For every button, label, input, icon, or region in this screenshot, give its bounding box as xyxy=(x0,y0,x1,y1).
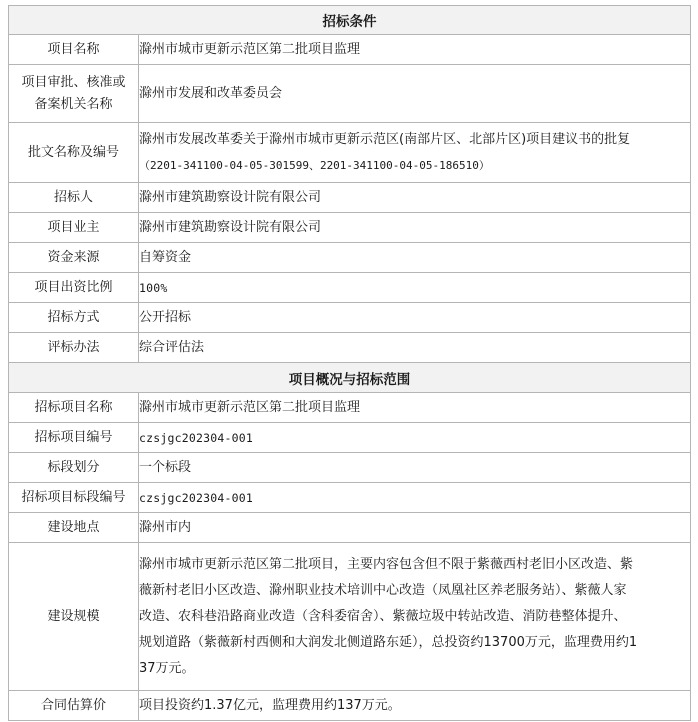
tender-project-code-label: 招标项目编号 xyxy=(9,423,139,453)
section-title-conditions: 招标条件 xyxy=(9,6,691,35)
table-row xyxy=(9,65,691,123)
lot-code-value: czsjgc202304-001 xyxy=(139,483,691,513)
evaluation-label: 评标办法 xyxy=(9,333,139,363)
table-row xyxy=(9,333,691,363)
owner-label: 项目业主 xyxy=(9,213,139,243)
table-row xyxy=(9,273,691,303)
table-row xyxy=(9,691,691,721)
approval-authority-label-line1: 项目审批、核准或 xyxy=(21,74,126,90)
project-name-label: 项目名称 xyxy=(9,35,139,65)
table-row xyxy=(9,213,691,243)
lot-code-label: 招标项目标段编号 xyxy=(9,483,139,513)
location-label: 建设地点 xyxy=(9,513,139,543)
table-row xyxy=(9,543,691,691)
tenderer-label: 招标人 xyxy=(9,183,139,213)
scale-value-line4: 规划道路（紫薇新村西侧和大润发北侧道路东延），总投资约13700万元，监理费用约1 xyxy=(139,634,638,650)
tenderer-value: 滁州市建筑勘察设计院有限公司 xyxy=(139,183,691,213)
lot-division-value: 一个标段 xyxy=(139,453,691,483)
scale-value xyxy=(139,543,691,691)
tender-method-label: 招标方式 xyxy=(9,303,139,333)
table-row xyxy=(9,123,691,183)
scale-value-line5: 37万元。 xyxy=(139,660,195,676)
contract-estimate-value: 项目投资约1.37亿元，监理费用约137万元。 xyxy=(139,691,691,721)
table-row xyxy=(9,243,691,273)
section-title-overview: 项目概况与招标范围 xyxy=(9,363,691,393)
investment-ratio-value: 100% xyxy=(139,273,691,303)
table-row xyxy=(9,513,691,543)
tender-info-table xyxy=(8,5,691,721)
lot-division-label: 标段划分 xyxy=(9,453,139,483)
approval-doc-value xyxy=(139,123,691,183)
fund-source-label: 资金来源 xyxy=(9,243,139,273)
tender-project-name-value: 滁州市城市更新示范区第二批项目监理 xyxy=(139,393,691,423)
scale-value-line1: 滁州市城市更新示范区第二批项目，主要内容包含但不限于紫薇西村老旧小区改造、紫 xyxy=(139,556,634,572)
approval-authority-label-line2: 备案机关名称 xyxy=(34,96,113,112)
owner-value: 滁州市建筑勘察设计院有限公司 xyxy=(139,213,691,243)
scale-value-line2: 薇新村老旧小区改造、滁州职业技术培训中心改造（凤凰社区养老服务站）、紫薇人家 xyxy=(139,582,627,598)
contract-estimate-label: 合同估算价 xyxy=(9,691,139,721)
table-row xyxy=(9,393,691,423)
table-row xyxy=(9,35,691,65)
tender-project-name-label: 招标项目名称 xyxy=(9,393,139,423)
approval-authority-label xyxy=(9,65,139,123)
approval-authority-value: 滁州市发展和改革委员会 xyxy=(139,65,691,123)
scale-label: 建设规模 xyxy=(9,543,139,691)
tender-project-code-value: czsjgc202304-001 xyxy=(139,423,691,453)
table-row xyxy=(9,183,691,213)
project-name-value: 滁州市城市更新示范区第二批项目监理 xyxy=(139,35,691,65)
table-row xyxy=(9,483,691,513)
table-row xyxy=(9,303,691,333)
investment-ratio-label: 项目出资比例 xyxy=(9,273,139,303)
approval-doc-value-line2: （2201-341100-04-05-301599、2201-341100-04-05-186510） xyxy=(139,158,490,172)
table-row xyxy=(9,423,691,453)
approval-doc-value-line1: 滁州市发展改革委关于滁州市城市更新示范区(南部片区、北部片区)项目建议书的批复 xyxy=(139,131,631,147)
approval-doc-label: 批文名称及编号 xyxy=(9,123,139,183)
location-value: 滁州市内 xyxy=(139,513,691,543)
evaluation-value: 综合评估法 xyxy=(139,333,691,363)
table-row xyxy=(9,453,691,483)
scale-value-line3: 改造、农科巷沿路商业改造（含科委宿舍）、紫薇垃圾中转站改造、消防巷整体提升、 xyxy=(139,608,627,624)
fund-source-value: 自筹资金 xyxy=(139,243,691,273)
tender-method-value: 公开招标 xyxy=(139,303,691,333)
